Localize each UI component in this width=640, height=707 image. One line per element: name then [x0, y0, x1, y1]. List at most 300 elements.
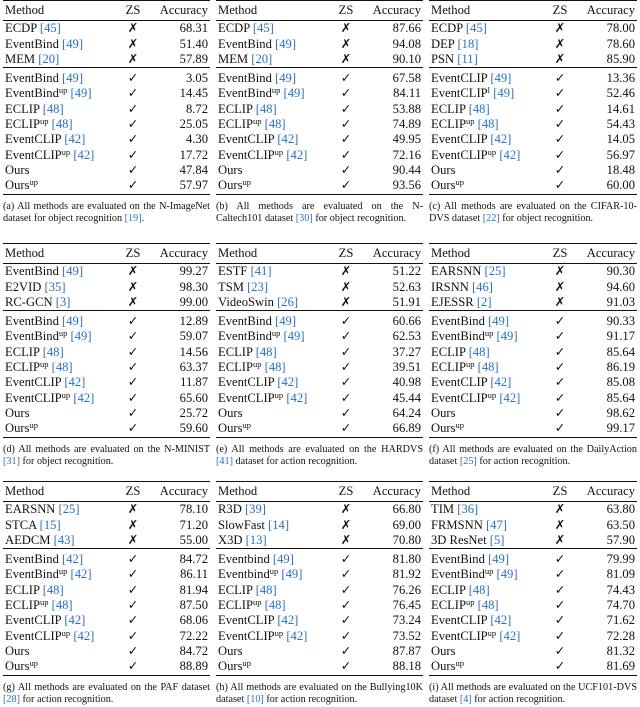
- check-mark: ✓: [340, 405, 352, 420]
- table-row: [3, 178, 210, 194]
- check-mark: ✓: [127, 117, 139, 132]
- method-name: EventBind: [218, 86, 272, 101]
- caption-text: (f) All methods are evaluated on the DailyAction dataset: [429, 443, 637, 467]
- table-row: [3, 391, 210, 406]
- method-cell: [429, 421, 545, 437]
- accuracy-value: 8.72: [185, 101, 208, 116]
- method-name: Ours: [431, 405, 456, 420]
- table-row: [216, 391, 423, 406]
- method-superscript: up: [61, 627, 71, 638]
- table-row: [3, 644, 210, 659]
- method-name: EventCLIP: [218, 132, 275, 147]
- method-name: ECLIP: [5, 360, 40, 375]
- accuracy-value: 65.60: [179, 390, 208, 405]
- table-row: [216, 502, 423, 518]
- method-header: Method: [5, 484, 45, 498]
- method-name: Ours: [431, 421, 456, 436]
- method-name: EventCLIP: [431, 132, 488, 147]
- caption-citation: [4]: [459, 693, 472, 705]
- citation-ref: [48]: [42, 101, 64, 116]
- check-mark: ✓: [554, 552, 566, 567]
- accuracy-value: 73.24: [392, 613, 421, 628]
- table-row: [216, 311, 423, 330]
- check-mark: ✓: [340, 147, 352, 162]
- table-row: [216, 148, 423, 163]
- accuracy-value: 93.56: [392, 178, 421, 193]
- accuracy-value: 86.11: [180, 567, 208, 582]
- citation-ref: [49]: [493, 86, 515, 101]
- method-header: Method: [431, 484, 471, 498]
- check-mark: ✓: [340, 344, 352, 359]
- method-cell: [3, 613, 118, 628]
- citation-ref: [13]: [245, 532, 267, 547]
- accuracy-value: 73.52: [392, 628, 421, 643]
- table-row: [3, 264, 210, 280]
- citation-ref: [20]: [38, 51, 60, 66]
- cross-mark: ✗: [340, 279, 352, 294]
- accuracy-value: 14.45: [179, 86, 208, 101]
- table-row: [3, 21, 210, 37]
- cross-mark: ✗: [127, 279, 139, 294]
- zero-shot-rows: [429, 68, 637, 194]
- table-row: [216, 629, 423, 644]
- method-cell: [3, 132, 118, 147]
- table-row: [216, 117, 423, 132]
- caption-text: (i) All methods are evaluated on the UCF101-DVS dataset: [429, 681, 637, 705]
- accuracy-value: 57.90: [606, 532, 635, 547]
- method-name: EventCLIP: [5, 375, 62, 390]
- accuracy-value: 74.43: [606, 582, 635, 597]
- accuracy-value: 87.50: [179, 598, 208, 613]
- table-row: [3, 68, 210, 87]
- method-cell: [216, 659, 331, 675]
- citation-ref: [20]: [251, 51, 273, 66]
- cross-mark: ✗: [340, 21, 352, 36]
- table-row: [216, 598, 423, 613]
- table-row: [429, 163, 637, 178]
- accuracy-value: 45.44: [392, 390, 421, 405]
- citation-ref: [46]: [471, 279, 493, 294]
- method-name: EventCLIP: [431, 613, 488, 628]
- method-name: EventCLIP: [431, 147, 488, 162]
- method-cell: [216, 329, 331, 344]
- check-mark: ✓: [127, 659, 139, 674]
- table-row: [429, 629, 637, 644]
- cross-mark: ✗: [127, 51, 139, 66]
- check-mark: ✓: [127, 360, 139, 375]
- method-cell: [429, 549, 545, 568]
- table-header: [429, 244, 637, 264]
- accuracy-value: 72.28: [606, 628, 635, 643]
- method-superscript: up: [58, 328, 68, 339]
- method-cell: [429, 37, 545, 52]
- method-superscript: up: [252, 359, 262, 370]
- method-header: Method: [218, 246, 258, 260]
- accuracy-value: 63.80: [606, 502, 635, 517]
- check-mark: ✓: [340, 329, 352, 344]
- citation-ref: [48]: [51, 360, 73, 375]
- method-cell: [216, 295, 331, 311]
- check-mark: ✓: [554, 405, 566, 420]
- accuracy-value: 37.27: [392, 344, 421, 359]
- method-name: ECLIP: [218, 101, 253, 116]
- method-cell: [216, 549, 331, 568]
- table-row: [216, 21, 423, 37]
- citation-ref: [42]: [70, 567, 92, 582]
- method-name: AEDCM: [5, 532, 51, 547]
- accuracy-value: 18.48: [606, 162, 635, 177]
- method-cell: [216, 102, 331, 117]
- method-name: STCA: [5, 517, 37, 532]
- citation-ref: [3]: [55, 294, 71, 309]
- supervised-rows: [429, 21, 637, 68]
- table-row: [216, 406, 423, 421]
- check-mark: ✓: [127, 628, 139, 643]
- check-mark: ✓: [340, 628, 352, 643]
- caption-citation: [22]: [482, 212, 500, 224]
- accuracy-value: 69.00: [392, 517, 421, 532]
- check-mark: ✓: [127, 567, 139, 582]
- accuracy-value: 59.07: [179, 329, 208, 344]
- method-cell: [216, 533, 331, 549]
- method-name: FRMSNN: [431, 517, 483, 532]
- citation-ref: [48]: [51, 598, 73, 613]
- caption-text: (e) All methods are evaluated on the HARDVS: [216, 443, 423, 455]
- panel: [213, 243, 426, 481]
- check-mark: ✓: [127, 132, 139, 147]
- method-cell: [216, 52, 331, 68]
- accuracy-value: 14.05: [606, 132, 635, 147]
- citation-ref: [48]: [42, 582, 64, 597]
- caption-citation: [41]: [216, 455, 233, 467]
- caption-text-end: for object recognition.: [19, 455, 114, 467]
- check-mark: ✓: [127, 314, 139, 329]
- method-cell: [3, 502, 118, 518]
- method-name: EventBind: [5, 329, 59, 344]
- table-row: [216, 329, 423, 344]
- table-row: [3, 163, 210, 178]
- method-cell: [216, 280, 331, 295]
- method-name: EventBind: [218, 36, 272, 51]
- method-cell: [216, 518, 331, 533]
- method-name: ECLIP: [431, 117, 466, 132]
- caption-citation: [28]: [3, 693, 20, 705]
- table-row: [3, 567, 210, 582]
- citation-ref: [42]: [490, 613, 512, 628]
- check-mark: ✓: [340, 390, 352, 405]
- method-name: Ours: [218, 421, 243, 436]
- check-mark: ✓: [127, 582, 139, 597]
- method-name: Ours: [431, 162, 456, 177]
- method-name: Ours: [431, 643, 456, 658]
- table-row: [216, 659, 423, 675]
- table-row: [216, 68, 423, 87]
- method-superscript: up: [271, 85, 281, 96]
- table-row: [429, 52, 637, 68]
- method-cell: [3, 518, 118, 533]
- method-cell: [216, 421, 331, 437]
- accuracy-value: 99.27: [179, 264, 208, 279]
- results-table: [429, 0, 637, 195]
- method-cell: [3, 375, 118, 390]
- accuracy-value: 3.05: [185, 71, 208, 86]
- check-mark: ✓: [340, 360, 352, 375]
- table-row: [429, 549, 637, 568]
- panel-caption: [429, 201, 637, 226]
- citation-ref: [49]: [70, 86, 92, 101]
- check-mark: ✓: [340, 71, 352, 86]
- method-name: EJESSR: [431, 294, 474, 309]
- panel: [213, 0, 426, 243]
- table-row: [429, 360, 637, 375]
- table-header: [3, 244, 210, 264]
- table-row: [429, 518, 637, 533]
- accuracy-value: 84.11: [393, 86, 421, 101]
- table-row: [3, 629, 210, 644]
- table-row: [216, 421, 423, 437]
- supervised-rows: [216, 21, 423, 68]
- accuracy-value: 60.66: [392, 314, 421, 329]
- table-row: [216, 375, 423, 390]
- results-table: [216, 243, 423, 438]
- method-superscript: up: [39, 116, 49, 127]
- citation-ref: [49]: [62, 264, 84, 279]
- check-mark: ✓: [340, 582, 352, 597]
- cross-mark: ✗: [554, 532, 566, 547]
- method-name: EARSNN: [5, 502, 56, 517]
- method-name: ECLIP: [218, 582, 253, 597]
- panel-caption: [429, 444, 637, 469]
- accuracy-value: 60.00: [606, 178, 635, 193]
- table-row: [429, 375, 637, 390]
- table-row: [216, 86, 423, 101]
- citation-ref: [42]: [73, 147, 95, 162]
- citation-ref: [48]: [477, 360, 499, 375]
- method-name: Ours: [5, 162, 30, 177]
- cross-mark: ✗: [127, 502, 139, 517]
- table-row: [429, 280, 637, 295]
- accuracy-value: 49.95: [392, 132, 421, 147]
- table-row: [3, 329, 210, 344]
- method-name: R3D: [218, 502, 242, 517]
- citation-ref: [42]: [73, 628, 95, 643]
- zs-header: ZS: [552, 484, 568, 498]
- method-name: Ours: [431, 178, 456, 193]
- method-cell: [429, 68, 545, 87]
- citation-ref: [42]: [277, 375, 299, 390]
- accuracy-value: 88.89: [179, 659, 208, 674]
- citation-ref: [15]: [39, 517, 61, 532]
- method-name: Eventbind: [218, 552, 270, 567]
- citation-ref: [35]: [44, 279, 66, 294]
- check-mark: ✓: [340, 375, 352, 390]
- table-header: [429, 1, 637, 21]
- method-name: ECLIP: [431, 598, 466, 613]
- method-cell: [216, 148, 331, 163]
- method-superscript: up: [29, 420, 38, 431]
- method-cell: [216, 311, 331, 330]
- method-cell: [3, 659, 118, 675]
- citation-ref: [49]: [488, 314, 510, 329]
- method-superscript: up: [274, 146, 284, 157]
- table-row: [429, 598, 637, 613]
- accuracy-value: 90.44: [392, 162, 421, 177]
- method-header: Method: [218, 484, 258, 498]
- accuracy-header: Accuracy: [159, 3, 208, 17]
- method-name: ECDP: [431, 21, 463, 36]
- method-name: EventCLIP: [218, 628, 275, 643]
- method-name: EventCLIP: [5, 613, 62, 628]
- panel: [426, 0, 640, 243]
- citation-ref: [48]: [468, 101, 490, 116]
- check-mark: ✓: [554, 344, 566, 359]
- method-cell: [429, 598, 545, 613]
- method-name: Ours: [218, 659, 243, 674]
- check-mark: ✓: [554, 598, 566, 613]
- method-name: EventCLIP: [431, 628, 488, 643]
- check-mark: ✓: [340, 132, 352, 147]
- table-row: [3, 311, 210, 330]
- method-cell: [216, 86, 331, 101]
- citation-ref: [42]: [73, 390, 95, 405]
- check-mark: ✓: [554, 314, 566, 329]
- supervised-rows: [3, 21, 210, 68]
- method-cell: [429, 329, 545, 344]
- cross-mark: ✗: [127, 36, 139, 51]
- method-superscript: up: [455, 177, 464, 188]
- method-cell: [429, 613, 545, 628]
- method-cell: [3, 567, 118, 582]
- method-superscript: up: [455, 420, 464, 431]
- method-cell: [3, 406, 118, 421]
- caption-text-end: for action recognition.: [263, 693, 358, 705]
- accuracy-value: 81.32: [606, 643, 635, 658]
- table-row: [3, 360, 210, 375]
- method-name: EventCLIP: [431, 390, 488, 405]
- check-mark: ✓: [127, 86, 139, 101]
- method-cell: [429, 583, 545, 598]
- method-name: EventBind: [5, 567, 59, 582]
- method-superscript: l: [487, 85, 491, 96]
- caption-text-end: dataset for action recognition.: [232, 455, 358, 467]
- citation-ref: [49]: [490, 71, 512, 86]
- method-cell: [3, 86, 118, 101]
- accuracy-value: 81.69: [606, 659, 635, 674]
- results-table: [3, 243, 210, 438]
- citation-ref: [48]: [264, 117, 286, 132]
- method-name: Ours: [5, 643, 30, 658]
- method-superscript: up: [487, 389, 497, 400]
- accuracy-value: 98.30: [179, 279, 208, 294]
- table-row: [216, 264, 423, 280]
- zs-header: ZS: [338, 3, 354, 17]
- zs-header: ZS: [338, 484, 354, 498]
- citation-ref: [49]: [62, 71, 84, 86]
- method-cell: [429, 280, 545, 295]
- method-superscript: up: [271, 328, 281, 339]
- method-header: Method: [5, 3, 45, 17]
- check-mark: ✓: [340, 552, 352, 567]
- cross-mark: ✗: [127, 294, 139, 309]
- citation-ref: [25]: [58, 502, 80, 517]
- table-row: [429, 421, 637, 437]
- accuracy-header: Accuracy: [586, 246, 635, 260]
- citation-ref: [49]: [283, 329, 305, 344]
- citation-ref: [48]: [264, 360, 286, 375]
- table-row: [3, 148, 210, 163]
- accuracy-value: 74.70: [606, 598, 635, 613]
- method-cell: [216, 567, 331, 582]
- method-cell: [429, 52, 545, 68]
- method-superscript: up: [274, 389, 284, 400]
- check-mark: ✓: [127, 147, 139, 162]
- accuracy-value: 68.06: [179, 613, 208, 628]
- check-mark: ✓: [554, 162, 566, 177]
- method-superscript: up: [39, 359, 49, 370]
- method-cell: [429, 644, 545, 659]
- accuracy-value: 63.37: [179, 360, 208, 375]
- accuracy-value: 85.64: [606, 390, 635, 405]
- method-cell: [3, 295, 118, 311]
- method-name: ECLIP: [431, 344, 466, 359]
- accuracy-value: 54.43: [606, 117, 635, 132]
- accuracy-header: Accuracy: [159, 246, 208, 260]
- accuracy-value: 90.30: [606, 264, 635, 279]
- method-cell: [429, 375, 545, 390]
- accuracy-value: 85.90: [606, 51, 635, 66]
- accuracy-header: Accuracy: [586, 3, 635, 17]
- check-mark: ✓: [554, 582, 566, 597]
- table-row: [3, 613, 210, 628]
- accuracy-value: 70.80: [392, 532, 421, 547]
- table-header: [216, 244, 423, 264]
- check-mark: ✓: [554, 71, 566, 86]
- caption-text-end: for object recognition.: [499, 212, 594, 224]
- citation-ref: [48]: [477, 117, 499, 132]
- citation-ref: [48]: [255, 344, 277, 359]
- citation-ref: [47]: [485, 517, 507, 532]
- accuracy-value: 88.18: [392, 659, 421, 674]
- method-cell: [3, 264, 118, 280]
- check-mark: ✓: [340, 101, 352, 116]
- table-row: [216, 102, 423, 117]
- method-name: IRSNN: [431, 279, 469, 294]
- method-cell: [3, 37, 118, 52]
- accuracy-value: 86.19: [606, 360, 635, 375]
- panel: [426, 481, 640, 707]
- method-cell: [429, 264, 545, 280]
- table-row: [216, 132, 423, 147]
- method-name: EventBind: [431, 552, 485, 567]
- method-name: EventCLIP: [431, 86, 488, 101]
- citation-ref: [45]: [39, 21, 61, 36]
- accuracy-value: 79.99: [606, 552, 635, 567]
- zero-shot-rows: [216, 549, 423, 675]
- citation-ref: [43]: [53, 532, 75, 547]
- method-cell: [429, 163, 545, 178]
- accuracy-value: 78.00: [606, 21, 635, 36]
- method-name: Ours: [218, 162, 243, 177]
- accuracy-value: 84.72: [179, 643, 208, 658]
- method-cell: [429, 102, 545, 117]
- citation-ref: [42]: [286, 147, 308, 162]
- citation-ref: [48]: [42, 344, 64, 359]
- check-mark: ✓: [340, 643, 352, 658]
- method-cell: [216, 37, 331, 52]
- check-mark: ✓: [127, 178, 139, 193]
- method-cell: [429, 567, 545, 582]
- accuracy-value: 94.08: [392, 36, 421, 51]
